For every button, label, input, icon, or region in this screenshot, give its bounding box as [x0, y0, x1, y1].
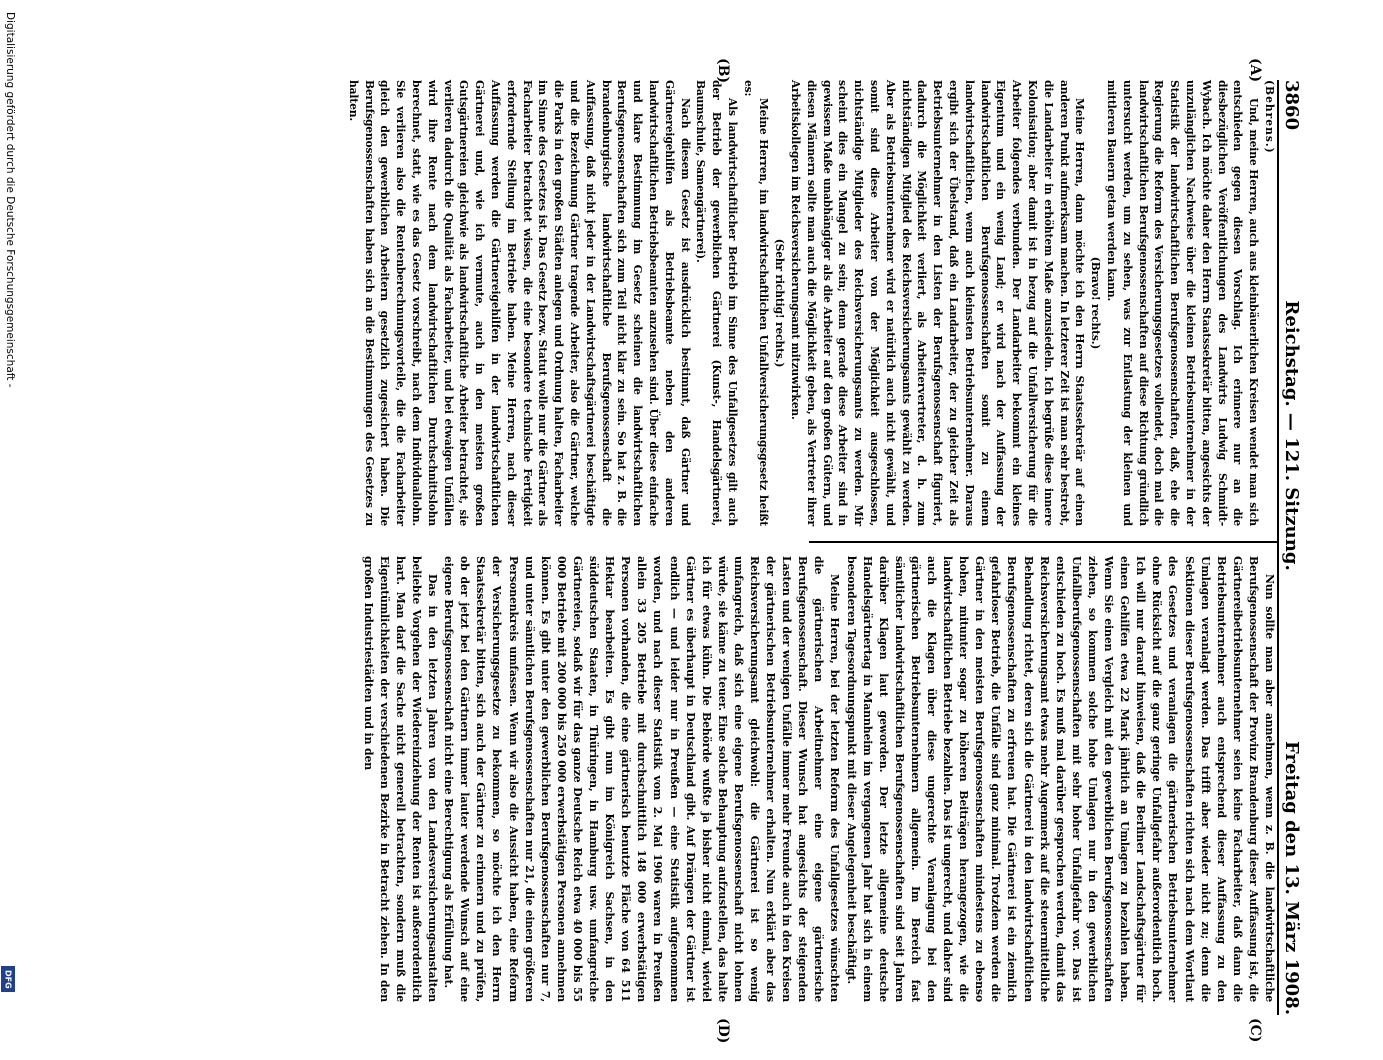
funding-credit-text: Digitalisierung gefördert durch die Deutsche Forschungsgemeinschaft -	[4, 12, 16, 388]
left-column	[345, 80, 1277, 526]
interjection: (Bravo! rechts.)	[1089, 256, 1103, 350]
document-page	[35, 60, 1305, 1060]
margin-marker-a: (A)	[1247, 58, 1263, 83]
paragraph: Meine Herren, bei der letzten Reform des Unfallgesetzes wünschten die gärtnerischen Arbeitnehmer eine eigene gärtnerische Berufsgenossenschaft. Dieser Wunsch hat angesichts der steigenden Lasten und der wenigen Unfälle immer mehr Freunde auch in den Kreisen der gärtnerischen Betriebsunternehmer erhalten. Nun erklärt aber das Reichsversicherungsamt gleichwohl: die Gärtnerei ist so wenig umfangreich, daß sich eine eigene Berufsgenossenschaft nicht lohnen würde, sie käme zu teuer. Eine solche Behauptung aufzustellen, das halte ich für etwas kühn. Die Behörde wußte ja bisher nicht einmal, wieviel Gärtner es überhaupt in Deutschland gibt. Auf Drängen der Gärtner ist endlich — und leider nur in Preußen — eine Statistik aufgenommen worden, und nach dieser Statistik vom 2. Mai 1906 waren in Preußen allein 33 205 Betriebe mit durchschnittlich 148 000 erwerbstätigen Personen vorhanden, die eine gärtnerisch benutzte Fläche von 64 511 Hektar bearbeiten. Es gibt nun im Königreich Sachsen, in den süddeutschen Staaten, in Thüringen, in Hamburg usw. umfangreiche Gärtnereien, sodaß wir für das ganze Deutsche Reich etwa 40 000 bis 55 000 Betriebe mit 200 000 bis 250 000 erwerbstätigen Personen annehmen können. Es gibt unter den gewerblichen Berufsgenossenschaften nur 7, und unter sämtlichen Berufsgenossenschaften nur 21, die einen größeren Personenkreis umfassen. Wenn wir also die Aussicht haben, eine Reform der Versicherungsgesetze zu bekommen, so möchte ich den Herrn Staatssekretär bitten, sich auch der Gärtner zu erinnern und zu prüfen, ob der jetzt bei den Gärtnern immer lauter werdende Wunsch auf eine eigene Berufsgenossenschaft nicht eine Berechtigung als Erfüllung hat.	[442, 556, 842, 1002]
paragraph: Meine Herren, im landwirtschaftlichen Unfallversicherungsgesetz heißt es:	[741, 80, 771, 526]
margin-marker-d: (D)	[715, 1018, 731, 1044]
speaker-label: (Behrens.)	[1263, 80, 1276, 154]
page-number: 3860	[1281, 80, 1303, 131]
page-header	[1279, 80, 1305, 1015]
paragraph: Nach diesem Gesetz ist ausdrücklich bestimmt, daß Gärtner und Gärtnereigehilfen als Betriebsbeamte neben den anderen landwirtschaftlichen Betriebsbeamten anzusehen sind. Über diese einfache und klare Bestimmung im Gesetz scheinen die landwirtschaftlichen Berufsgenossenschaften sich zum Teil nicht klar zu sein. So hat z. B. die brandenburgische landwirtschaftliche Berufsgenossenschaft die Auffassung, daß nicht jeder in der Landwirtschaftsgärtnerei beschäftigte und die Bezeichnung Gärtner tragende Arbeiter, also die Gärtner, welche die Parks in den großen Städten anlegen und Ordnung halten, Facharbeiter im Sinne des Gesetzes ist. Das Gesetz bezw. Statut wolle nur die Gärtner als Facharbeiter betrachtet wissen, die eine besondere technische Fertigkeit erfordernde Stellung im Betriebe haben. Meine Herren, nach dieser Auffassung werden die Gärtnereigehilfen in der landwirtschaftlichen Gärtnerei und, wie ich vermute, auch in den meisten großen Gutsgärtnereien gleichwie als landwirtschaftliche Arbeiter betrachtet, sie verlieren dadurch die Qualität als Facharbeiter, und bei etwaigen Unfällen wird ihre Rente nach dem landwirtschaftlichen Durchschnittslohn berechnet, statt, wie es das Gesetz vorschreibt, nach dem Individuallohn. Sie verlieren also die Rentenberechnungsvorteile, die die Facharbeiter gleich den gewerblichen Arbeitern gesetzlich zugesichert haben. Die Berufsgenossenschaften haben sich an die Bestimmungen des Gesetzes zu halten.	[346, 80, 692, 526]
law-quote: Als landwirtschaftlicher Betrieb im Sinne des Unfallgesetzes gilt auch der Betrieb der gewerblichen Gärtnerei (Kunst-, Handelsgärtnerei, Baumschule, Samengärtnerei).	[694, 80, 739, 526]
paragraph: Meine Herren, dann möchte ich den Herrn Staatssekretär auf einen anderen Punkt aufmerksam machen. In letzterer Zeit ist man sehr bestrebt, die Landarbeiter in erhöhtem Maße anzusiedeln. Ich begrüße diese innere Kolonisation; aber damit ist in bezug auf die Unfallversicherung für die Arbeiter folgendes verbunden. Der Landarbeiter bekommt ein kleines Eigentum und ein wenig Land; er wird nach der Auffassung der landwirtschaftlichen Berufsgenossenschaften somit zu einem landwirtschaftlichen, wenn auch kleinsten Betriebsunternehmer. Daraus ergibt sich der Übelstand, daß ein Landarbeiter, der zu gleicher Zeit als Betriebsunternehmer in den Listen der Berufsgenossenschaft figuriert, dadurch die Möglichkeit verliert, als Arbeitervertreter, d. h. zum nichtständigen Mitglied des Reichsversicherungsamts gewählt zu werden. Aber als Betriebsunternehmer wird er natürlich auch nicht gewählt, und somit sind diese Arbeiter von der Möglichkeit ausgeschlossen, nichtständige Mitglieder des Reichsversicherungsamts zu werden. Mir scheint dies ein Mangel zu sein; denn gerade diese Arbeiter sind in gewissem Maße unabhängiger als die Arbeiter auf den großen Gütern, und diesen Männern sollte man auch die Möglichkeit geben, als Vertreter ihrer Arbeitskollegen im Reichsversicherungsamt mitzuwirken.	[789, 80, 1087, 526]
margin-marker-c: (C)	[1247, 1018, 1263, 1043]
column-divider	[809, 541, 1279, 543]
page-title: Reichstag. — 121. Sitzung.	[1281, 300, 1303, 571]
paragraph: Das in den letzten Jahren von den Landesversicherungsanstalten beliebte Vorgehen der Wiedereinziehung der Renten ist außerordentlich hart. Man darf die Sache nicht generell betrachten, sondern muß die Eigentümlichkeiten der verschiedenen Bezirke in Betracht ziehen. In den großen Industriestädten und in den	[361, 556, 440, 1002]
header-rule	[1277, 80, 1279, 1015]
page-date: Freitag den 13. März 1908.	[1281, 741, 1303, 1015]
right-column	[360, 556, 1277, 1002]
paragraph: Nun sollte man aber annehmen, wenn z. B. die landwirtschaftliche Berufsgenossenschaft der Provinz Brandenburg dieser Auffassung ist, die Gärtnereibetriebsunternehmer seien keine Facharbeiter, daß dann die Betriebsunternehmer auch entsprechend dieser Auffassung zu den Umlagen veranlagt werden. Das trifft aber wieder nicht zu; denn die Sektionen dieser Berufsgenossenschaften richten sich nach dem Wortlaut des Gesetzes und veranlagen die gärtnerischen Betriebsunternehmer ohne Rücksicht auf die ganz geringe Unfallgefahr außerordentlich hoch. Ich will nur darauf hinweisen, daß die Berliner Landschaftsgärtner für einen Gehilfen etwa 22 Mark jährlich an Umlagen zu bezahlen haben. Wenn Sie einen Vergleich mit den gewerblichen Berufsgenossenschaften ziehen, so kommen solche hohe Umlagen nur in den gewerblichen Unfallberufsgenossenschaften mit sehr hoher Unfallgefahr vor. Das ist entschieden zu hoch. Es muß mal darüber gesprochen werden, damit das Reichsversicherungsamt etwas mehr Augenmerk auf die steuermittelliche Behandlung richtet, deren sich die Gärtnerei in den landwirtschaftlichen Berufsgenossenschaften zu erfreuen hat. Die Gärtnerei ist ein ziemlich gefahrloser Betrieb, die Unfälle sind ganz minimal. Trotzdem werden die Gärtner in den meisten Berufsgenossenschaften mindestens zu ebenso hohen, mitunter sogar zu höheren Beiträgen herangezogen, wie die landwirtschaftlichen Betriebe bezahlen. Das ist ungerecht, und daher sind auch die Klagen über diese ungerechte Veranlagung bei den gärtnerischen Betriebsunternehmern allgemein. Im Bereich fast sämtlicher landwirtschaftlichen Berufsgenossenschaften sind seit Jahren darüber Klagen laut geworden. Der letzte allgemeine deutsche Handelsgärtnertag in Mannheim im vergangenen Jahr hat sich in einem besonderen Tagesordnungspunkt mit dieser Angelegenheit beschäftigt.	[844, 556, 1276, 1002]
margin-marker-b: (B)	[715, 58, 731, 84]
digitization-credit-strip	[0, 0, 16, 1000]
paragraph: Und, meine Herren, auch aus kleinbäuerlichen Kreisen wendet man sich entschieden gegen diesen Vorschlag. Ich erinnere nur an die diesbezüglichen Veröffentlichungen des Landwirts Ludwig Schmidt-Wybach. Ich möchte daher den Herrn Staatssekretär bitten, angesichts der unzulänglichen Nachweise über die kleinen Betriebsunternehmer in der Statistik der landwirtschaftlichen Berufsgenossenschaften, daß, ehe die Regierung die Reform des Versicherungsgesetzes vollendet, doch mal die landwirtschaftlichen Berufsgenossenschaften auf diese Richtung gründlich untersucht werden, um zu sehen, was zur Entlastung der kleinen und mittleren Bauern getan werden kann.	[1105, 80, 1261, 526]
interjection: (Sehr richtig! rechts.)	[773, 238, 787, 368]
dfg-logo: DFG	[1, 966, 15, 992]
